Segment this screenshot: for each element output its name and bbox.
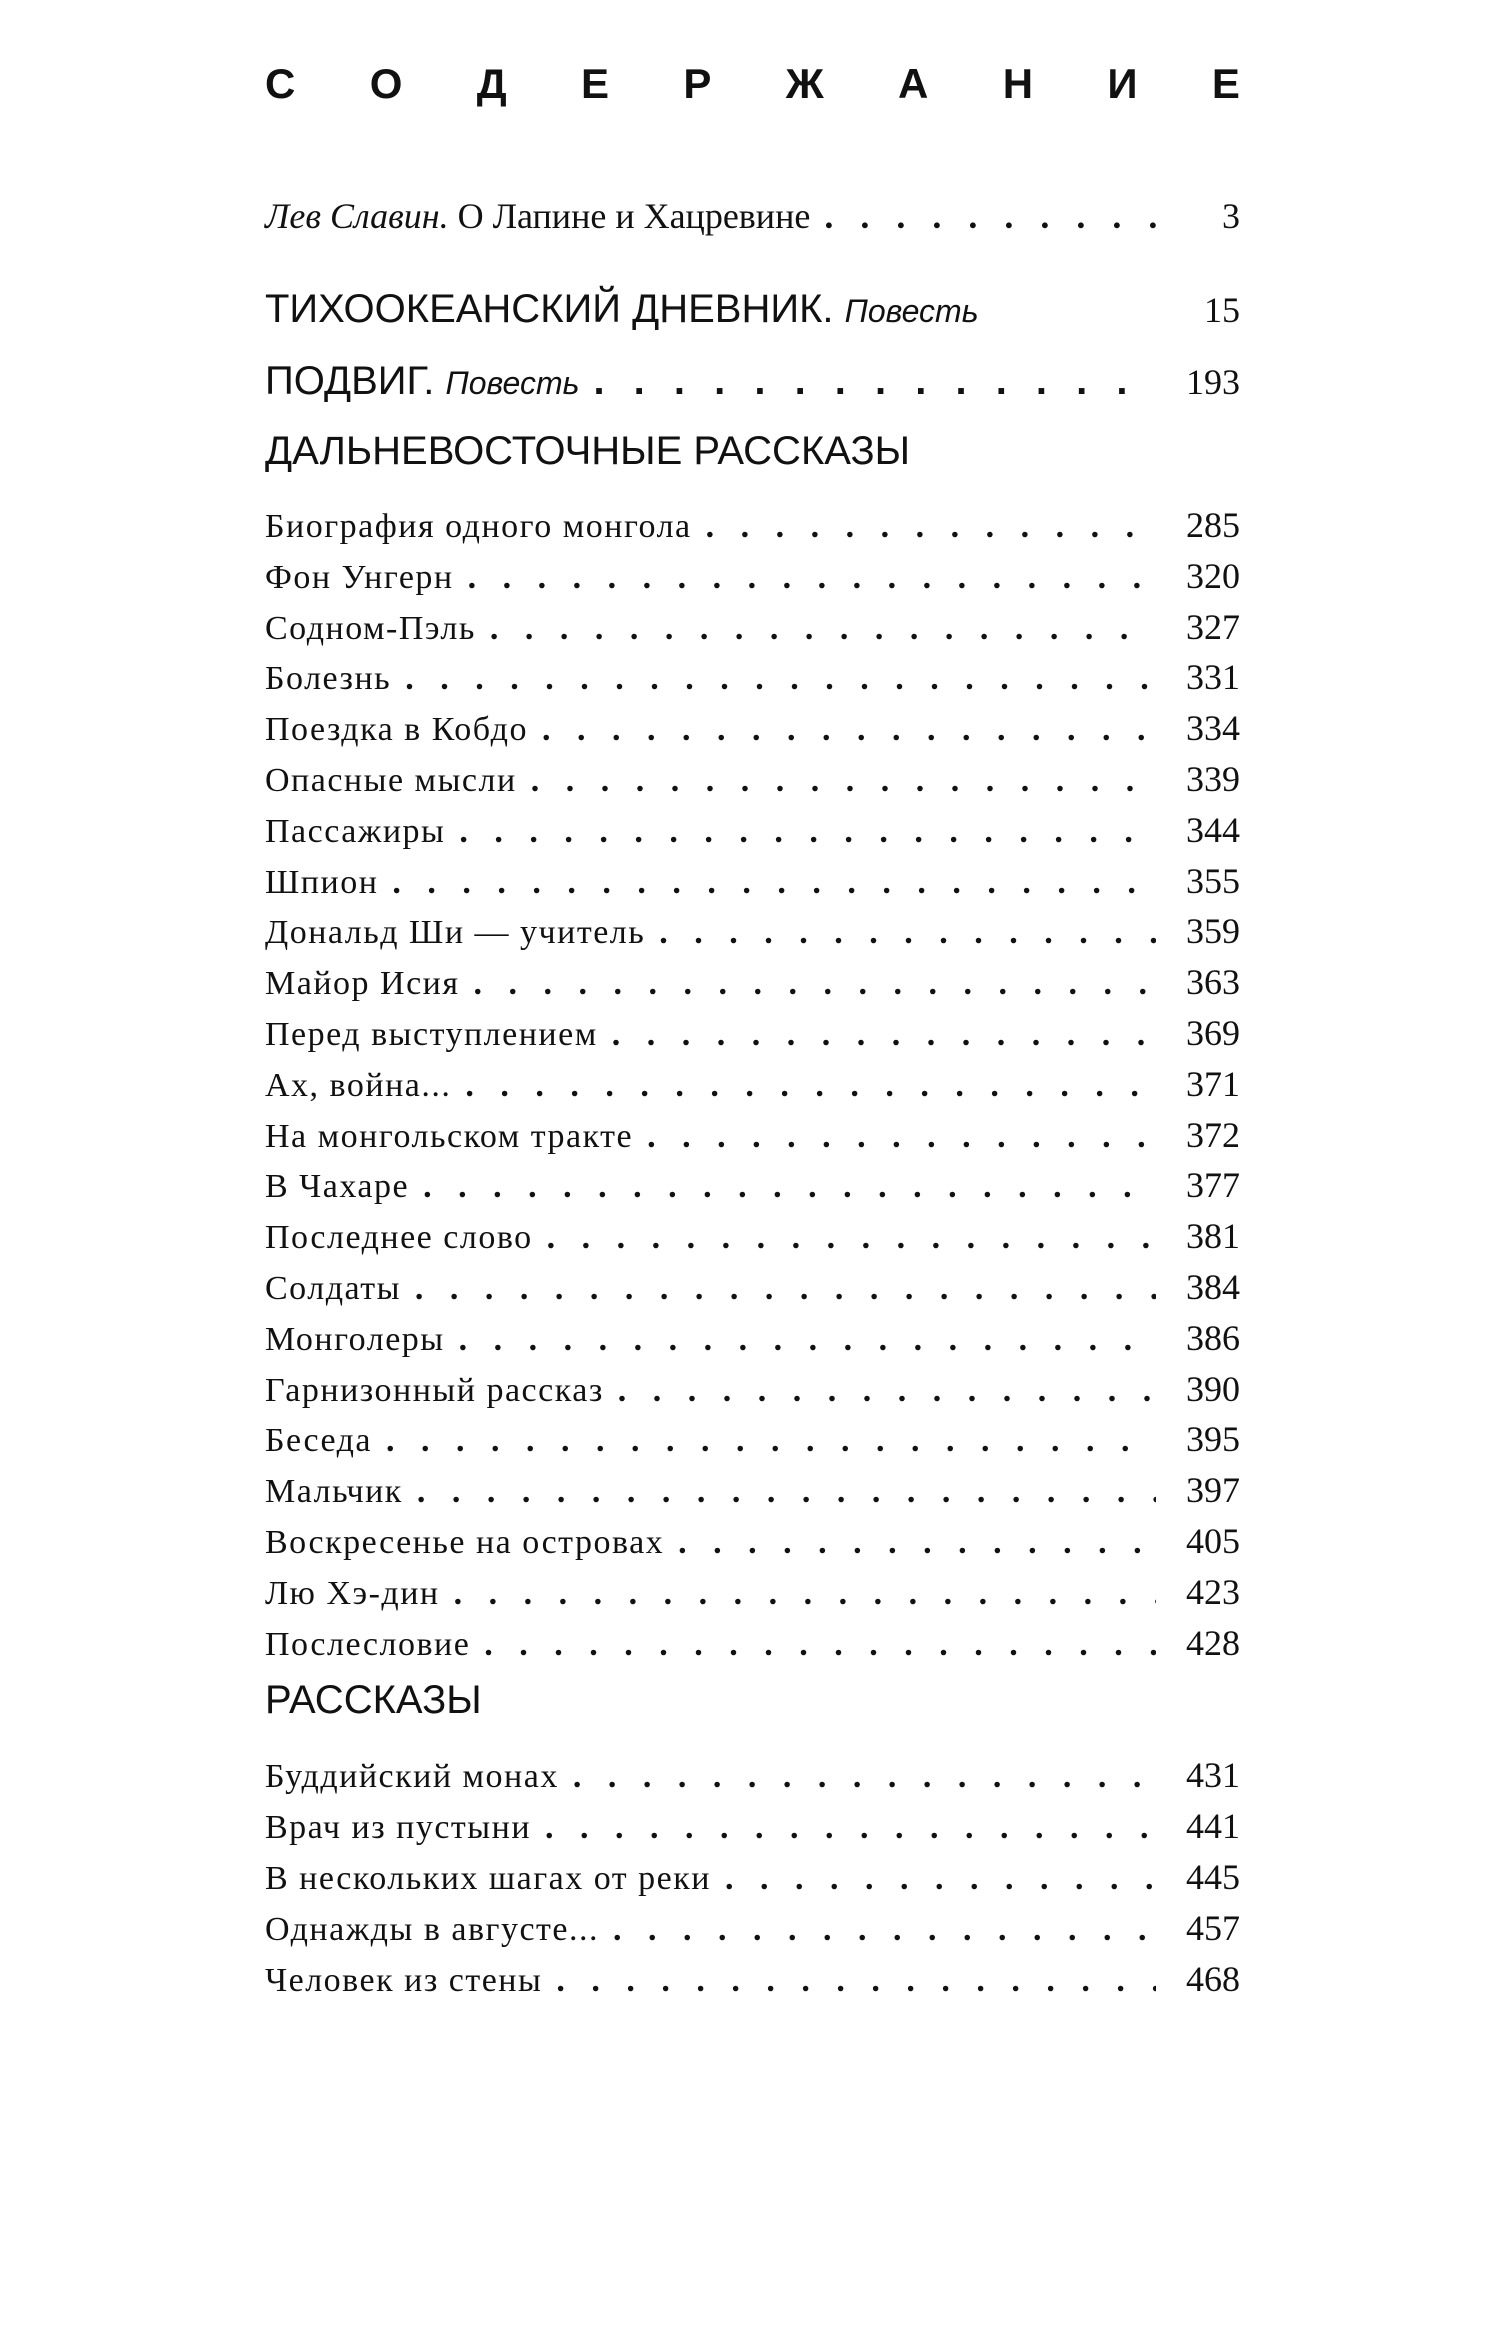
dot-leader [612,1010,1156,1061]
entry-title: Майор Исия [265,965,460,1003]
work-genre: Повесть [844,293,979,329]
major-work-entry [265,281,1240,339]
heading-letter: Ж [785,60,824,107]
entry-title: В нескольких шагах от реки [265,1860,711,1897]
heading-letter: Е [1211,60,1240,107]
page-number: 428 [1186,1622,1240,1663]
dot-leader [573,1752,1156,1803]
intro-author: Лев Славин. [265,196,449,236]
dot-leader [556,1956,1156,2007]
toc-entry [265,1414,1240,1467]
page-number: 369 [1186,1013,1240,1053]
page-number: 457 [1186,1908,1240,1948]
page-number: 327 [1186,606,1240,647]
entry-title: Врач из пустыни [265,1809,532,1846]
page-number: 359 [1186,911,1240,952]
entry-title: Послесловие [265,1625,471,1663]
entry-title: Опасные мысли [265,762,517,799]
work-title: ПОДВИГ. [265,359,435,403]
dot-leader [459,1315,1156,1366]
page-number: 334 [1186,708,1240,749]
page-number: 405 [1186,1521,1240,1561]
dot-leader [706,502,1156,553]
dot-leader [465,1061,1156,1112]
heading-letter: О [369,60,403,107]
page-number: 371 [1186,1063,1240,1104]
entry-title: Солдаты [265,1270,401,1307]
entry-title: Воскресенье на островах [265,1524,665,1561]
dot-leader [392,858,1156,909]
entry-title: Пассажиры [265,812,446,850]
entry-title: Содном-Пэль [265,609,476,647]
dot-leader [490,604,1156,655]
toc-entry [265,1211,1240,1264]
dot-leader [415,1264,1156,1315]
page-number: 355 [1186,860,1240,901]
page-number: 331 [1186,657,1240,698]
toc-entry [265,1110,1240,1163]
dot-leader [474,959,1157,1010]
toc-entry [265,703,1240,756]
dot-leader [659,908,1156,959]
dot-leader [542,705,1156,756]
toc-entry [265,1160,1240,1213]
page-number: 363 [1186,962,1240,1003]
page-number: 468 [1186,1959,1240,1999]
intro-entry [265,190,1240,242]
toc-entry [265,1567,1240,1620]
heading-letter: С [265,60,296,107]
dot-leader [386,1416,1156,1467]
toc-entry [265,1364,1240,1417]
page-number: 344 [1186,809,1240,850]
intro-title [265,190,810,242]
entry-title: Поездка в Кобдо [265,711,528,749]
heading-letter: Р [683,60,712,107]
dot-leader [824,190,1156,242]
dot-leader [531,756,1156,807]
entry-title: Болезнь [265,660,392,698]
toc-entry [265,1262,1240,1315]
toc-entry [265,754,1240,807]
dot-leader [547,1213,1156,1264]
major-work-title [265,281,979,339]
page-number: 339 [1186,759,1240,799]
dot-leader [454,1569,1156,1620]
entry-title: Монголеры [265,1320,445,1358]
contents-page [265,0,1240,2350]
entry-title: Мальчик [265,1473,403,1511]
intro-article-title: О Лапине и Хацревине [457,196,811,236]
work-genre: Повесть [445,365,580,401]
toc-entry [265,1954,1240,2007]
toc-entry [265,500,1240,553]
toc-entry [265,957,1240,1010]
page-number: 320 [1186,555,1240,596]
entry-title: Человек из стены [265,1962,543,1999]
dot-leader [417,1467,1156,1518]
dot-leader [593,353,1156,409]
major-work-entry [265,353,1240,411]
entry-title: Лю Хэ-дин [265,1574,440,1612]
entry-title: Шпион [265,863,379,901]
contents-heading [265,58,1240,110]
heading-letter: Д [476,60,507,107]
work-title: ТИХООКЕАНСКИЙ ДНЕВНИК. [265,287,834,331]
dot-leader [678,1518,1156,1569]
dot-leader [725,1854,1156,1905]
page-number: 397 [1186,1470,1240,1511]
toc-entry [265,1618,1240,1671]
toc-entry [265,602,1240,655]
heading-letter: А [898,60,929,107]
entry-title: Буддийский монах [265,1758,559,1795]
toc-entry [265,1465,1240,1518]
dot-leader [618,1366,1156,1417]
heading-letter: Е [580,60,609,107]
dot-leader [613,1905,1156,1956]
entry-title: Биография одного монгола [265,508,692,545]
page-number: 15 [1204,290,1240,330]
page-number: 386 [1186,1317,1240,1358]
page-number: 423 [1186,1571,1240,1612]
page-number: 445 [1186,1857,1240,1897]
page-number: 381 [1186,1216,1240,1257]
dot-leader [459,807,1156,858]
entry-title: На монгольском тракте [265,1117,634,1155]
entry-title: Дональд Ши — учитель [265,914,646,952]
page-number: 285 [1186,505,1240,545]
entry-title: Гарнизонный рассказ [265,1371,604,1409]
dot-leader [405,654,1156,705]
entry-title: Фон Унгерн [265,558,454,596]
page-number: 441 [1186,1806,1240,1846]
toc-entry [265,1801,1240,1854]
section-title: ДАЛЬНЕВОСТОЧНЫЕ РАССКАЗЫ [265,429,911,473]
entry-title: Однажды в августе... [265,1911,600,1948]
page-number: 395 [1186,1419,1240,1460]
toc-entry [265,1059,1240,1112]
toc-entry [265,805,1240,858]
heading-letter: И [1107,60,1138,107]
section-title: РАССКАЗЫ [265,1678,482,1722]
page-number: 377 [1186,1165,1240,1206]
dot-leader [423,1162,1156,1213]
heading-letter: Н [1002,60,1034,107]
toc-entry [265,1750,1240,1803]
toc-entry [265,1852,1240,1905]
page-number: 3 [1222,196,1240,236]
dot-leader [468,553,1156,604]
page-number: 390 [1186,1368,1240,1409]
entry-title: Беседа [265,1422,372,1460]
entry-title: В Чахаре [265,1168,410,1206]
page-number: 193 [1186,362,1240,402]
toc-entry [265,1008,1240,1061]
toc-entry [265,1903,1240,1956]
entry-title: Перед выступлением [265,1016,598,1053]
toc-entry [265,856,1240,909]
entry-title: Ах, война... [265,1066,452,1104]
toc-entry [265,1516,1240,1569]
page-number: 384 [1186,1267,1240,1307]
dot-leader [647,1112,1156,1163]
page-number: 372 [1186,1114,1240,1155]
dot-leader [484,1620,1156,1671]
toc-entry [265,551,1240,604]
page-number: 431 [1186,1755,1240,1795]
toc-entry [265,1313,1240,1366]
dot-leader [545,1803,1156,1854]
toc-entry [265,652,1240,705]
entry-title: Последнее слово [265,1219,533,1257]
major-work-title [265,353,579,411]
toc-entry [265,906,1240,959]
